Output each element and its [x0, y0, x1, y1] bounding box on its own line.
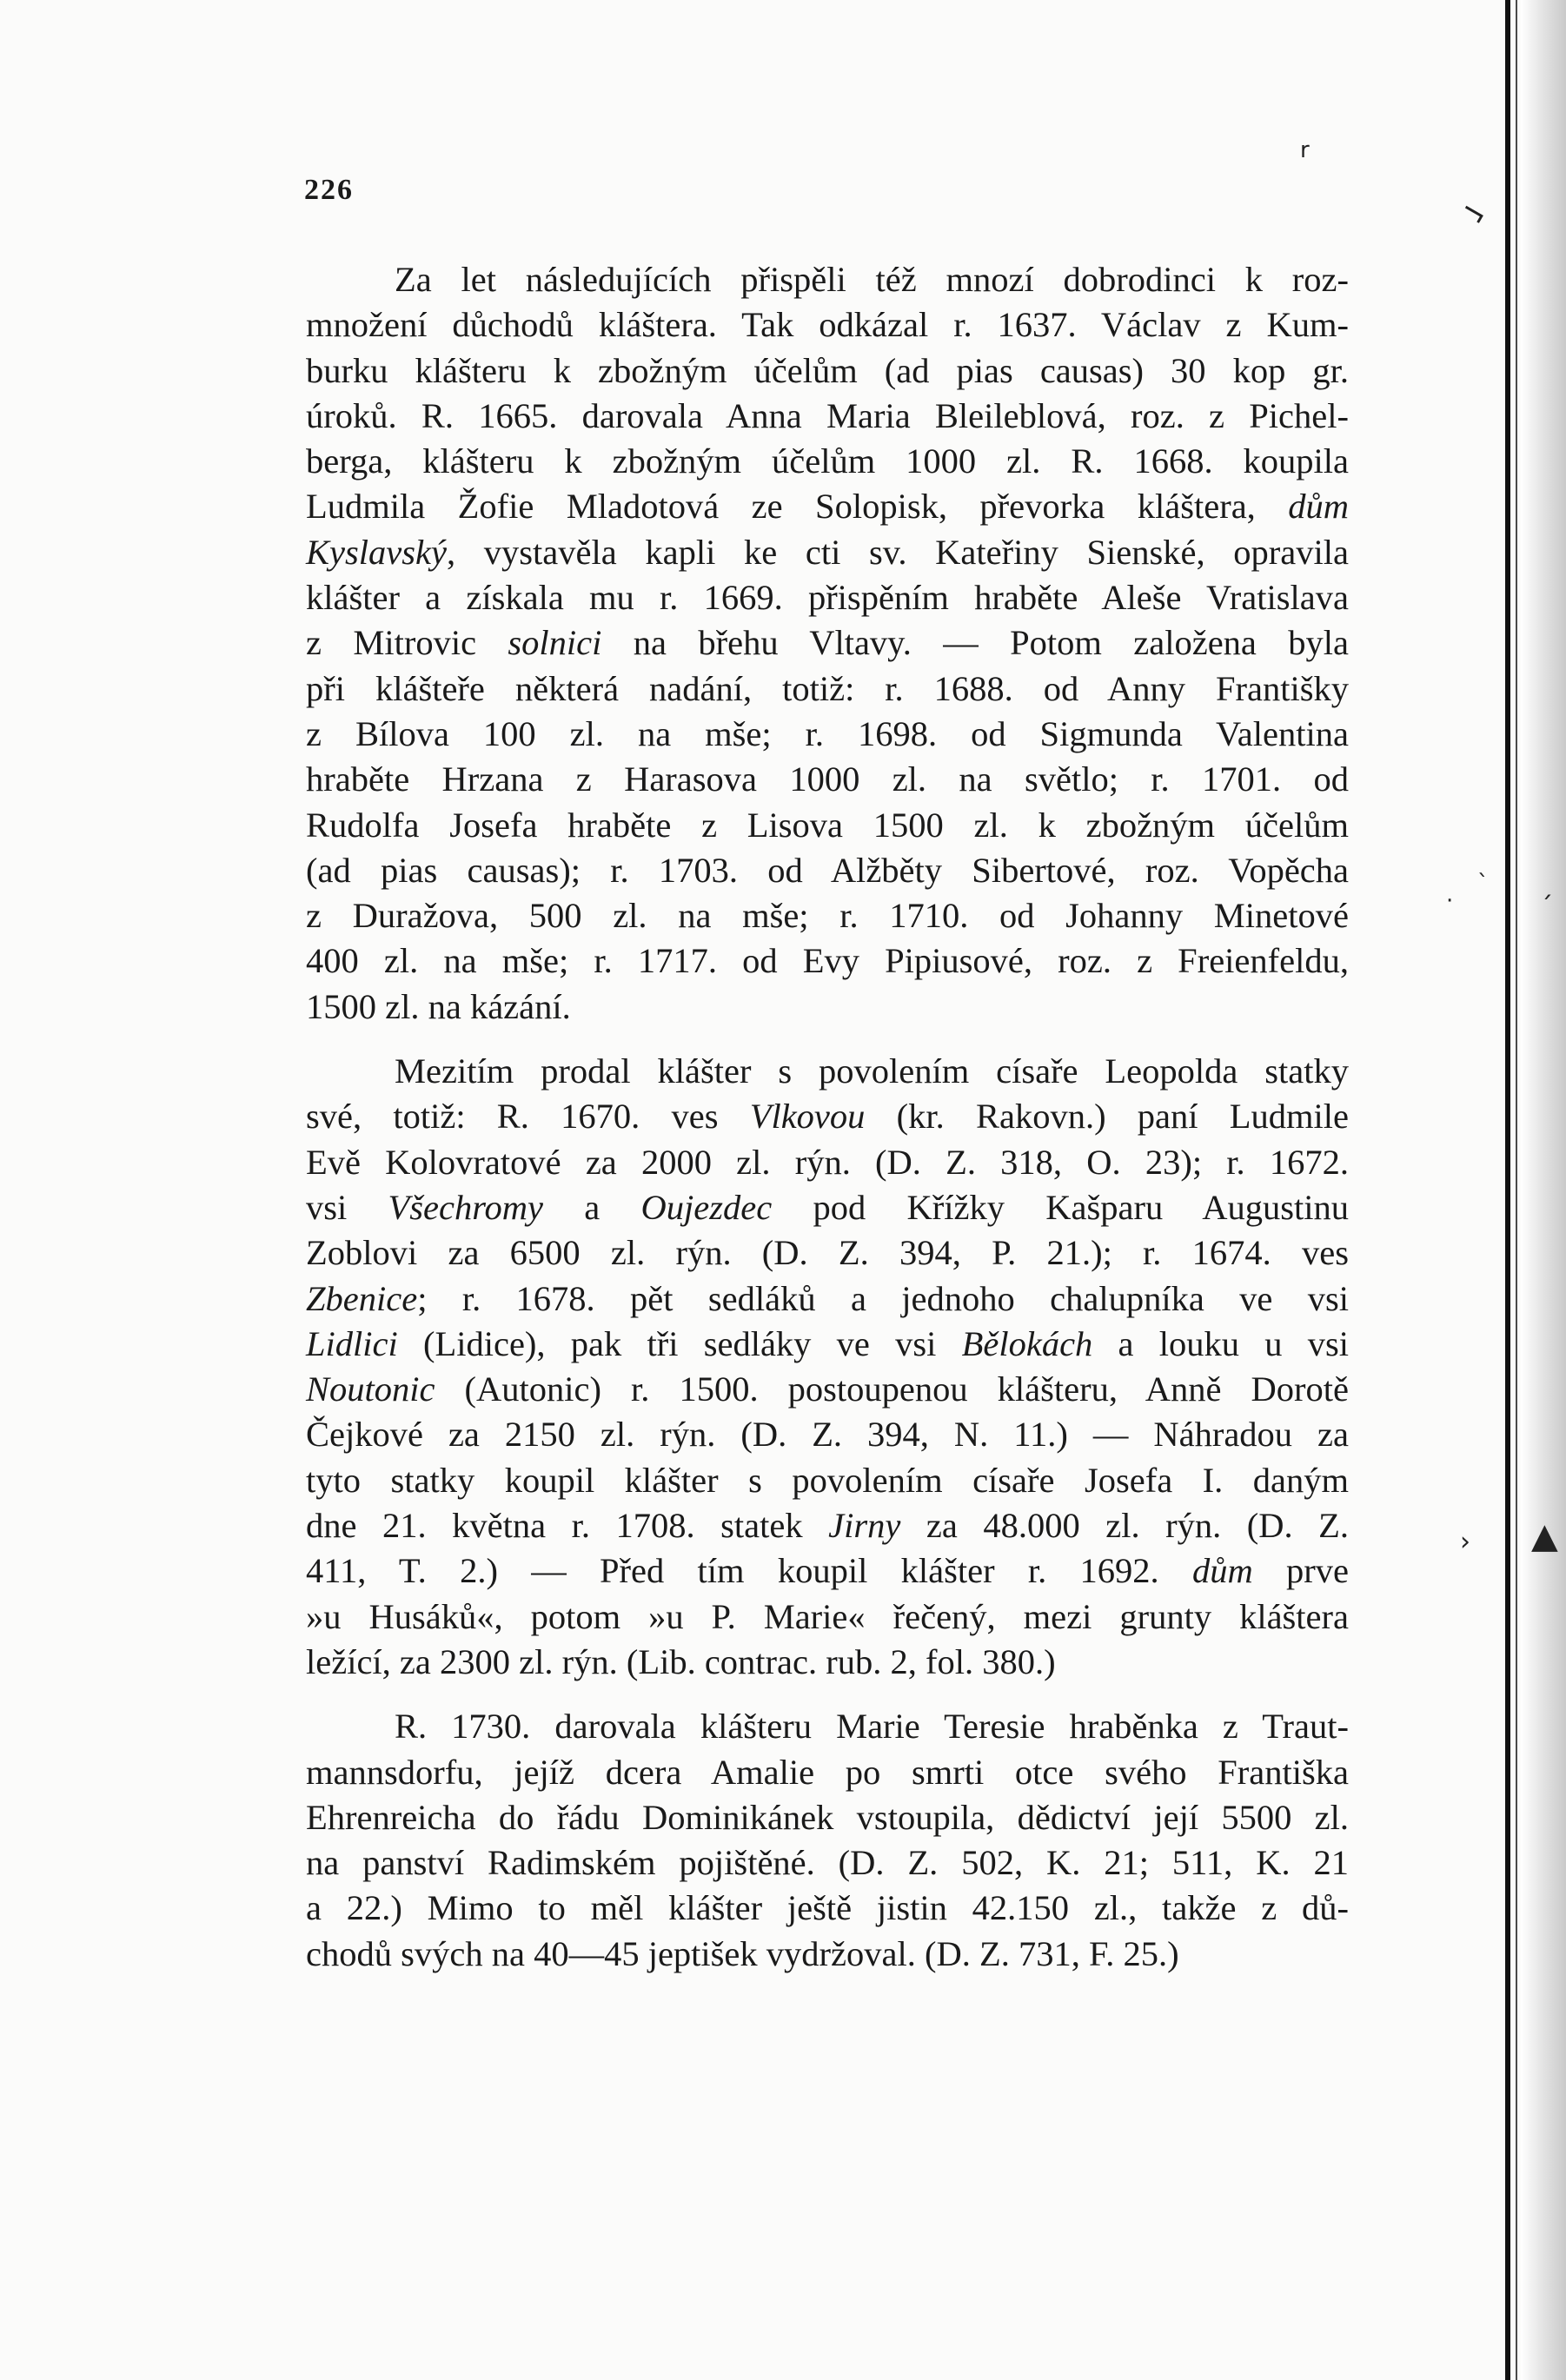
text-line	[306, 575, 1349, 620]
text-run: ležící, za 2300 zl. rýn. (Lib. contrac. rub. 2, fol. 380.)	[306, 1641, 1056, 1681]
text-run: prve	[1252, 1551, 1349, 1591]
text-run: klášter a získala mu r. 1669. přispěním hraběte Aleše Vratislava	[306, 578, 1349, 618]
margin-mark: r	[1300, 137, 1310, 163]
scan-edge-line	[1505, 0, 1510, 2380]
text-run: hraběte Hrzana z Harasova 1000 zl. na světlo; r. 1701. od	[306, 759, 1349, 799]
text-line	[306, 257, 1349, 302]
italic-text: Noutonic	[306, 1369, 435, 1409]
text-line	[306, 302, 1349, 348]
text-line	[306, 394, 1349, 439]
paragraph	[306, 257, 1349, 1030]
text-run: (kr. Rakovn.) paní Ludmile	[865, 1097, 1349, 1137]
text-line	[306, 938, 1349, 984]
text-line	[306, 348, 1349, 394]
text-line	[306, 803, 1349, 848]
text-line	[306, 1458, 1349, 1503]
text-run: a louku u vsi	[1092, 1323, 1349, 1363]
italic-text: dům	[1288, 487, 1349, 527]
italic-text: Lidlici	[306, 1323, 398, 1363]
text-line	[306, 1140, 1349, 1185]
text-run: na břehu Vltavy. — Potom založena byla	[601, 623, 1349, 663]
text-run: R. 1730. darovala klášteru Marie Teresie hraběnka z Traut-	[395, 1707, 1349, 1747]
text-run: a 22.) Mimo to měl klášter ještě jistin 42.150 zl., takže z dů-	[306, 1888, 1349, 1928]
italic-text: Zbenice	[306, 1278, 418, 1318]
text-line	[306, 1094, 1349, 1139]
margin-mark: ▲	[1531, 1516, 1558, 1556]
text-line	[306, 848, 1349, 893]
text-run: z Bílova 100 zl. na mše; r. 1698. od Sigmunda Valentina	[306, 713, 1349, 753]
text-line	[306, 1322, 1349, 1367]
scan-edge-shadow	[1521, 0, 1566, 2380]
text-line	[306, 1932, 1349, 1977]
text-line	[306, 1412, 1349, 1457]
text-run: »u Husáků«, potom »u P. Marie« řečený, mezi grunty kláštera	[306, 1596, 1349, 1636]
text-run: burku klášteru k zbožným účelům (ad pias causas) 30 kop gr.	[306, 350, 1349, 390]
text-run: 411, T. 2.) — Před tím koupil klášter r. 1692.	[306, 1551, 1192, 1591]
text-run: za 48.000 zl. rýn. (D. Z.	[900, 1506, 1350, 1546]
margin-mark: ˏ	[1540, 870, 1553, 900]
text-line	[306, 484, 1349, 529]
text-run: (ad pias causas); r. 1703. od Alžběty Sibertové, roz. Vopěcha	[306, 850, 1349, 890]
margin-mark: ¬	[1453, 191, 1494, 235]
text-run: Rudolfa Josefa hraběte z Lisova 1500 zl. k zbožným účelům	[306, 805, 1349, 845]
italic-text: dům	[1191, 1551, 1253, 1591]
text-run: Za let následujících přispěli též mnozí dobrodinci k roz-	[395, 260, 1349, 299]
text-run: množení důchodů kláštera. Tak odkázal r. 1637. Václav z Kum-	[306, 305, 1349, 345]
text-run: vsi	[306, 1187, 388, 1227]
text-line	[306, 1594, 1349, 1640]
text-run: ; r. 1678. pět sedláků a jednoho chalupníka ve vsi	[417, 1278, 1349, 1318]
text-line	[306, 439, 1349, 484]
text-run: 400 zl. na mše; r. 1717. od Evy Pipiusové, roz. z Freienfeldu,	[306, 941, 1349, 981]
page-number: 226	[304, 174, 354, 206]
margin-mark: `	[1477, 871, 1489, 897]
text-run: Ludmila Žofie Mladotová ze Solopisk, převorka kláštera,	[306, 487, 1289, 527]
text-run: úroků. R. 1665. darovala Anna Maria Bleileblová, roz. z Pichel-	[306, 395, 1349, 435]
text-run: na panství Radimském pojištěné. (D. Z. 502, K. 21; 511, K. 21	[306, 1843, 1349, 1883]
margin-mark: ›	[1460, 1527, 1470, 1557]
text-run: mannsdorfu, jejíž dcera Amalie po smrti otce svého Františka	[306, 1752, 1349, 1792]
text-line	[306, 1276, 1349, 1322]
text-line	[306, 620, 1349, 666]
italic-text: solnici	[508, 623, 602, 663]
paragraph	[306, 1704, 1349, 1977]
text-run: při klášteře některá nadání, totiž: r. 1688. od Anny Františky	[306, 668, 1349, 708]
text-line	[306, 666, 1349, 712]
text-line	[306, 984, 1349, 1030]
text-run: chodů svých na 40—45 jeptišek vydržoval. (D. Z. 731, F. 25.)	[306, 1933, 1179, 1973]
text-line	[306, 530, 1349, 575]
text-line	[306, 1503, 1349, 1548]
text-line	[306, 1185, 1349, 1230]
text-line	[306, 1704, 1349, 1749]
italic-text: Oujezdec	[640, 1187, 773, 1227]
text-run: Ehrenreicha do řádu Dominikánek vstoupila, dědictví její 5500 zl.	[306, 1797, 1349, 1837]
text-run: z Duražova, 500 zl. na mše; r. 1710. od Johanny Minetové	[306, 896, 1349, 936]
text-run: z Mitrovic	[306, 623, 508, 663]
text-line	[306, 893, 1349, 938]
text-line	[306, 1640, 1349, 1685]
italic-text: Jirny	[828, 1506, 901, 1546]
italic-text: Všechromy	[388, 1187, 543, 1227]
text-line	[306, 1049, 1349, 1094]
text-line	[306, 712, 1349, 757]
body-text	[306, 257, 1349, 1977]
text-line	[306, 1795, 1349, 1840]
text-line	[306, 1230, 1349, 1276]
text-run: Evě Kolovratové za 2000 zl. rýn. (D. Z. 318, O. 23); r. 1672.	[306, 1142, 1349, 1182]
text-run: (Autonic) r. 1500. postoupenou klášteru, Anně Dorotě	[435, 1369, 1349, 1409]
italic-text: Kyslavský	[306, 532, 447, 572]
text-run: a	[542, 1187, 641, 1227]
margin-mark: ·	[1446, 888, 1454, 914]
text-run: pod Křížky Kašparu Augustinu	[772, 1187, 1349, 1227]
text-line	[306, 757, 1349, 802]
scan-edge-line-inner	[1516, 0, 1517, 2380]
text-line	[306, 1367, 1349, 1412]
text-run: , vystavěla kapli ke cti sv. Kateřiny Sienské, opravila	[446, 532, 1349, 572]
text-run: Čejkové za 2150 zl. rýn. (D. Z. 394, N. 11.) — Náhradou za	[306, 1415, 1349, 1455]
text-line	[306, 1840, 1349, 1886]
italic-text: Bělokách	[961, 1323, 1093, 1363]
paragraph	[306, 1049, 1349, 1685]
text-run: (Lidice), pak tři sedláky ve vsi	[397, 1323, 962, 1363]
text-run: své, totiž: R. 1670. ves	[306, 1097, 750, 1137]
text-run: Mezitím prodal klášter s povolením císaře Leopolda statky	[395, 1051, 1349, 1091]
text-line	[306, 1886, 1349, 1931]
text-line	[306, 1548, 1349, 1594]
text-line	[306, 1750, 1349, 1795]
italic-text: Vlkovou	[749, 1097, 866, 1137]
text-run: Zoblovi za 6500 zl. rýn. (D. Z. 394, P. 21.); r. 1674. ves	[306, 1233, 1349, 1273]
text-run: dne 21. května r. 1708. statek	[306, 1506, 829, 1546]
text-run: berga, klášteru k zbožným účelům 1000 zl. R. 1668. koupila	[306, 441, 1349, 481]
text-run: 1500 zl. na kázání.	[306, 986, 571, 1026]
text-run: tyto statky koupil klášter s povolením císaře Josefa I. daným	[306, 1460, 1349, 1500]
